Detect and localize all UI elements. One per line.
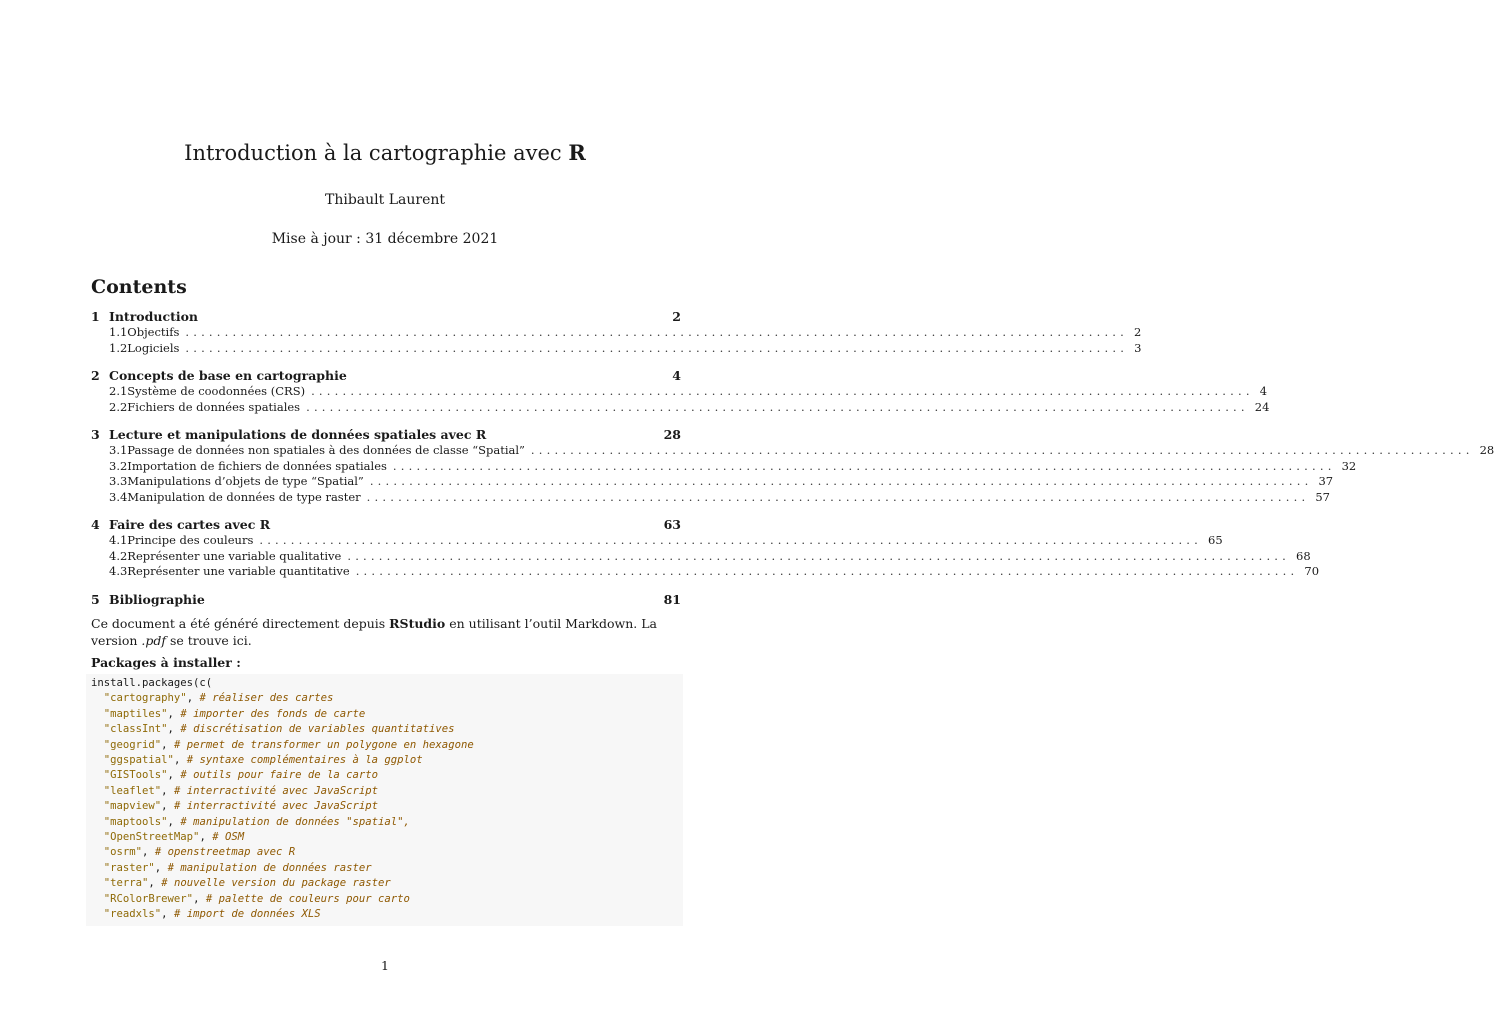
toc-section-label: Faire des cartes avec R [109, 517, 271, 532]
toc-section-label: Bibliographie [109, 591, 205, 607]
code-comment: # discrétisation de variables quantitatives [180, 723, 455, 736]
code-string: "classInt" [103, 723, 168, 736]
toc-section-page: 63 [663, 517, 681, 532]
toc-section-label: Concepts de base en cartographie [109, 368, 347, 383]
toc-subsection-number: 4.2 [109, 548, 128, 563]
toc-section[interactable] [91, 427, 681, 443]
intro-text-3[interactable]: se trouve ici. [166, 633, 252, 648]
toc-subsection[interactable] [91, 548, 1311, 565]
code-comment: # importer des fonds de carte [180, 707, 366, 720]
toc-leader-dots: ........................................................................................................................ [355, 564, 1299, 578]
toc-subsection-label: Importation de fichiers de données spatiales [127, 458, 387, 473]
toc-section-page: 2 [672, 309, 681, 324]
code-line: "terra", # nouvelle version du package raster [103, 877, 391, 890]
code-string: "cartography" [103, 692, 187, 705]
code-line: "mapview", # interractivité avec JavaScript [103, 800, 379, 813]
toc-subsection[interactable] [91, 384, 1268, 400]
intro-text-2: en utilisant l’outil Markdown. La version [91, 616, 657, 648]
intro-text-1: Ce document a été généré directement depuis [91, 616, 390, 631]
toc-subsection[interactable] [91, 458, 1357, 475]
packages-heading: Packages à installer : [91, 655, 241, 670]
toc-subsection-label: Manipulation de données de type raster [127, 489, 361, 504]
code-comment: # outils pour faire de la carto [180, 769, 379, 782]
code-line: "classInt", # discrétisation de variables quantitatives [103, 723, 455, 736]
code-line: "ggspatial", # syntaxe complémentaires à la ggplot [103, 754, 423, 766]
code-line: "geogrid", # permet de transformer un polygone en hexagone [103, 738, 474, 751]
toc-subsection-label: Système de coodonnées (CRS) [127, 384, 306, 398]
code-comment: # nouvelle version du package raster [161, 877, 391, 890]
toc-subsection[interactable] [91, 340, 1142, 357]
toc-subsection-label: Objectifs [127, 325, 180, 339]
toc-subsection-page: 57 [1315, 489, 1330, 504]
rstudio-bold: RStudio [389, 616, 446, 631]
code-comment: # manipulation de données raster [167, 861, 372, 874]
code-string: "osrm" [103, 846, 143, 859]
code-line: "cartography", # réaliser des cartes [103, 692, 334, 705]
toc-section-label: Introduction [109, 309, 199, 324]
toc-subsection-page: 4 [1259, 384, 1268, 398]
toc-leader-dots: ........................................................................................................................ [347, 548, 1291, 563]
code-string: "GISTools" [103, 769, 168, 782]
title-r: R [568, 140, 586, 165]
toc-subsection-number: 3.4 [109, 489, 128, 504]
title-text: Introduction à la cartographie avec [184, 141, 562, 165]
code-string: "terra" [103, 877, 149, 890]
code-string: "OpenStreetMap" [103, 831, 200, 843]
toc-subsection-page: 68 [1296, 548, 1311, 563]
code-line: "maptiles", # importer des fonds de carte [103, 707, 366, 720]
toc-leader-dots: ........................................................................................................................ [392, 458, 1336, 473]
toc-section-number: 5 [91, 591, 100, 607]
intro-paragraph [91, 615, 683, 649]
code-comment: # import de données XLS [173, 908, 321, 920]
toc-leader-dots: ........................................................................................................................ [366, 489, 1310, 504]
toc-subsection[interactable] [91, 564, 1320, 580]
code-string: "geogrid" [103, 738, 162, 751]
toc-subsection-number: 4.3 [109, 564, 128, 578]
toc-subsection-page: 32 [1341, 458, 1357, 473]
code-line-first: install.packages(c( [91, 677, 213, 689]
code-line: "osrm", # openstreetmap avec R [103, 846, 296, 859]
toc-section-page: 81 [663, 591, 681, 607]
document-title [0, 140, 770, 165]
code-line: "OpenStreetMap", # OSM [103, 831, 245, 843]
toc-subsection-number: 2.1 [109, 384, 128, 398]
code-string: "RColorBrewer" [103, 892, 194, 905]
toc-subsection-page: 3 [1134, 340, 1142, 355]
toc-leader-dots: ........................................................................................................................ [185, 325, 1129, 339]
toc-section-number: 3 [91, 427, 100, 442]
toc-subsection-number: 3.1 [109, 443, 128, 457]
toc-subsection-label: Représenter une variable quantitative [127, 564, 350, 578]
toc-subsection[interactable] [91, 533, 1223, 549]
toc-subsection[interactable] [91, 443, 1494, 459]
contents-heading: Contents [91, 276, 187, 298]
toc-section-number: 4 [91, 517, 100, 532]
update-date: Mise à jour : 31 décembre 2021 [271, 231, 499, 247]
toc-subsection-label: Principe des couleurs [127, 533, 254, 547]
toc-section[interactable] [91, 517, 681, 533]
toc-subsection-number: 4.1 [109, 533, 128, 547]
toc-subsection-number: 1.1 [109, 325, 128, 339]
code-line: "GISTools", # outils pour faire de la carto [103, 769, 379, 782]
toc-subsection-page: 2 [1134, 325, 1142, 339]
toc-section-label: Lecture et manipulations de données spatiales avec R [109, 427, 487, 442]
toc-leader-dots: ........................................................................................................................ [369, 474, 1313, 488]
code-string: "readxls" [103, 908, 162, 920]
toc-leader-dots: ........................................................................................................................ [306, 399, 1249, 414]
toc-leader-dots: ........................................................................................................................ [530, 443, 1474, 457]
toc-subsection-label: Représenter une variable qualitative [127, 548, 342, 563]
toc-subsection-label: Passage de données non spatiales à des données de classe “Spatial” [127, 443, 525, 457]
code-comment: # OSM [212, 831, 245, 843]
author: Thibault Laurent [325, 192, 445, 208]
toc-subsection[interactable] [91, 399, 1270, 416]
code-string: "leaflet" [103, 784, 162, 797]
toc-subsection-number: 3.2 [109, 458, 128, 473]
toc-subsection-label: Fichiers de données spatiales [127, 399, 301, 414]
toc-section-page: 28 [663, 427, 681, 442]
toc-subsection[interactable] [91, 325, 1142, 341]
toc-subsection-number: 3.3 [109, 474, 128, 488]
code-line: "RColorBrewer", # palette de couleurs pour carto [103, 892, 410, 905]
code-comment: # interractivité avec JavaScript [173, 800, 379, 813]
toc-section[interactable] [91, 592, 681, 608]
toc-subsection-page: 28 [1479, 443, 1494, 457]
code-line: "leaflet", # interractivité avec JavaScript [103, 784, 379, 797]
toc-subsection[interactable] [91, 489, 1330, 506]
page-number: 1 [381, 958, 389, 973]
toc-leader-dots: ........................................................................................................................ [259, 533, 1203, 547]
code-line: "raster", # manipulation de données raster [103, 861, 372, 874]
toc-subsection[interactable] [91, 474, 1334, 490]
toc-section[interactable] [91, 309, 681, 325]
toc-subsection-page: 37 [1318, 474, 1334, 488]
toc-leader-dots: ........................................................................................................................ [311, 384, 1254, 398]
toc-section-number: 2 [91, 368, 100, 383]
toc-subsection-page: 70 [1304, 564, 1320, 578]
toc-subsection-label: Manipulations d’objets de type “Spatial” [127, 474, 364, 488]
code-string: "mapview" [103, 800, 162, 813]
code-string: "raster" [103, 861, 155, 874]
code-line: "readxls", # import de données XLS [103, 908, 321, 920]
toc-leader-dots: ........................................................................................................................ [185, 340, 1129, 355]
toc-section[interactable] [91, 368, 681, 384]
toc-subsection-page: 24 [1254, 399, 1270, 414]
code-comment: # réaliser des cartes [199, 692, 334, 705]
code-string: "ggspatial" [103, 754, 174, 766]
code-comment: # palette de couleurs pour carto [205, 892, 410, 905]
code-comment: # permet de transformer un polygone en hexagone [173, 738, 474, 751]
toc-subsection-number: 1.2 [109, 340, 128, 355]
table-of-contents [91, 309, 1494, 608]
toc-subsection-page: 65 [1208, 533, 1223, 547]
code-comment: # syntaxe complémentaires à la ggplot [186, 754, 423, 766]
code-comment: # manipulation de données "spatial", [180, 815, 410, 828]
pdf-italic: .pdf [141, 633, 167, 648]
code-string: "maptiles" [103, 707, 168, 720]
toc-section-page: 4 [672, 368, 681, 383]
toc-section-number: 1 [91, 309, 100, 324]
code-comment: # interractivité avec JavaScript [173, 784, 379, 797]
toc-subsection-number: 2.2 [109, 399, 128, 414]
code-line: "maptools", # manipulation de données "spatial", [103, 815, 410, 828]
code-comment: # openstreetmap avec R [154, 846, 296, 859]
code-block [86, 674, 683, 926]
toc-subsection-label: Logiciels [127, 340, 180, 355]
code-string: "maptools" [103, 815, 168, 828]
